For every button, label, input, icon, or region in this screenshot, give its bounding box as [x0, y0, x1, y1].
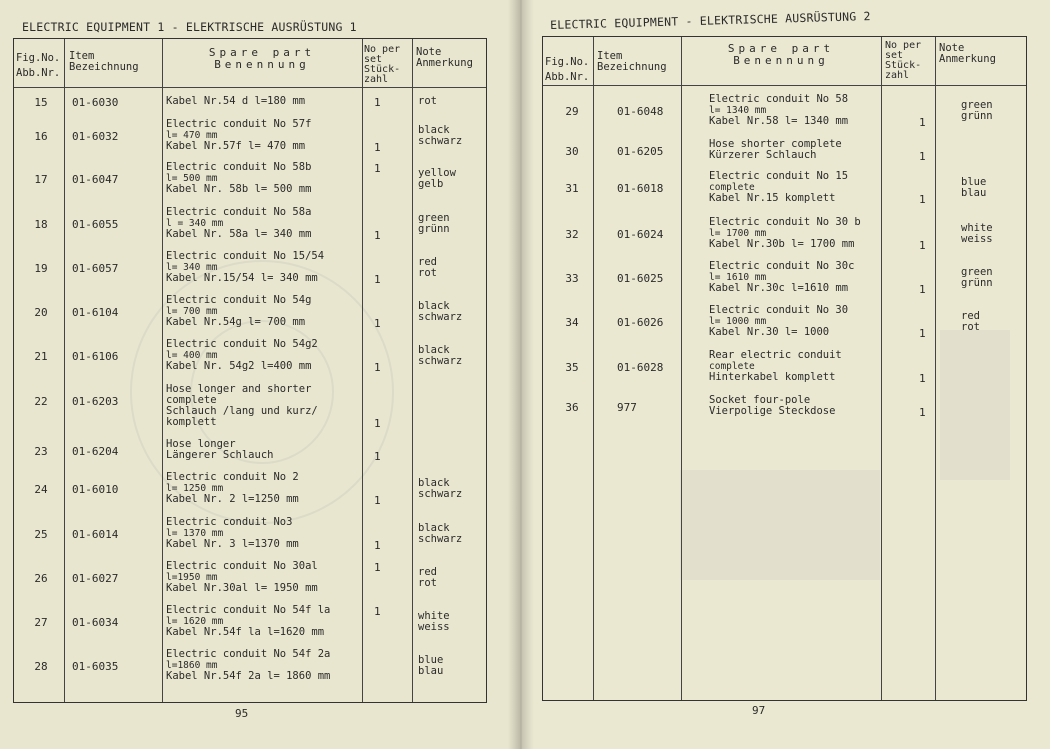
description-line: Kürzerer Schlauch	[709, 149, 817, 161]
quantity: 1	[919, 283, 926, 296]
fig-number: 30	[565, 145, 579, 158]
fig-number: 33	[565, 272, 579, 285]
fig-header-line: Fig.No.	[545, 56, 590, 68]
qty-header-line: No per	[885, 40, 922, 51]
fig-column-header	[545, 57, 589, 83]
description-line: complete	[709, 361, 755, 372]
item-header-line: Item	[597, 50, 623, 62]
note	[418, 168, 456, 190]
description-line: l= 1700 mm	[709, 228, 767, 239]
description-line: Kabel Nr.54f la l=1620 mm	[166, 626, 325, 638]
note-header-line: Note	[416, 46, 442, 58]
description-line: Kabel Nr. 2 l=1250 mm	[166, 493, 299, 505]
description-line: Rear electric conduit	[709, 349, 842, 361]
column-divider	[681, 37, 682, 700]
quantity: 1	[374, 229, 381, 242]
quantity: 1	[919, 372, 926, 385]
description-line: l= 340 mm	[166, 262, 218, 273]
note-line: blue	[418, 654, 444, 666]
note	[961, 311, 980, 333]
note-line: rot	[418, 95, 437, 107]
column-divider	[362, 39, 363, 702]
quantity: 1	[919, 239, 926, 252]
note-header-line: Anmerkung	[939, 53, 996, 65]
description-line: Electric conduit No 30al	[166, 560, 318, 572]
description-line: Kabel Nr.30al l= 1950 mm	[166, 582, 318, 594]
item-number: 01-6048	[617, 105, 664, 118]
note	[418, 611, 450, 633]
description-line: Electric conduit No 30	[709, 304, 849, 316]
description-line: l = 340 mm	[166, 218, 224, 229]
description-line: Electric conduit No 54g	[166, 294, 312, 306]
note-line: weiss	[961, 233, 993, 245]
note	[418, 257, 437, 279]
item-number: 01-6203	[72, 395, 119, 408]
fig-number: 36	[565, 401, 579, 414]
description-line: Hose longer and shorter	[166, 383, 312, 395]
note	[418, 567, 437, 589]
spare-header-line: Benennung	[214, 58, 310, 71]
item-number: 01-6010	[72, 483, 119, 496]
fig-header-line: Abb.Nr.	[16, 67, 61, 79]
description-line: l= 470 mm	[166, 130, 218, 141]
item-number: 01-6104	[72, 306, 119, 319]
description-line: complete	[709, 182, 755, 193]
quantity: 1	[374, 317, 381, 330]
description-line: Hose longer	[166, 438, 236, 450]
item-number: 01-6106	[72, 350, 119, 363]
item-number: 01-6025	[617, 272, 664, 285]
part-description	[709, 171, 848, 204]
spare-part-column-header	[683, 43, 879, 67]
note	[418, 655, 443, 677]
part-description	[166, 439, 273, 461]
quantity: 1	[374, 361, 381, 374]
description-line: Socket four-pole	[709, 394, 811, 406]
note-column-header	[416, 47, 473, 69]
fig-number: 23	[34, 445, 48, 458]
note-line: red	[418, 566, 437, 578]
spare-header-line: Spare part	[727, 42, 835, 55]
description-line: l= 500 mm	[166, 173, 218, 184]
note-line: green	[418, 212, 450, 224]
note	[418, 96, 437, 107]
fig-number: 17	[34, 173, 48, 186]
item-number: 01-6027	[72, 572, 119, 585]
fig-number: 15	[34, 96, 48, 109]
quantity: 1	[374, 162, 381, 175]
note-line: grünn	[418, 223, 450, 235]
note-column-header	[939, 43, 996, 65]
spare-header-line: Spare part	[208, 46, 316, 59]
note-line: rot	[961, 321, 980, 333]
note	[418, 125, 462, 147]
note	[961, 223, 993, 245]
part-description	[709, 139, 842, 161]
part-description	[166, 207, 311, 240]
spare-header-line: Benennung	[733, 54, 829, 67]
item-number: 01-6024	[617, 228, 664, 241]
description-line: Kabel Nr. 3 l=1370 mm	[166, 538, 299, 550]
item-number: 01-6057	[72, 262, 119, 275]
note-line: grünn	[961, 110, 993, 122]
description-line: Kabel Nr.54 d l=180 mm	[166, 95, 306, 107]
fig-number: 32	[565, 228, 579, 241]
description-line: Kabel Nr.30b l= 1700 mm	[709, 238, 855, 250]
note	[961, 177, 986, 199]
fig-number: 22	[34, 395, 48, 408]
left-page-number: 95	[235, 707, 249, 720]
right-page	[520, 0, 1050, 749]
item-number: 01-6204	[72, 445, 119, 458]
description-line: l= 400 mm	[166, 350, 218, 361]
note	[418, 345, 462, 367]
book-gutter	[508, 0, 534, 749]
note-line: black	[418, 477, 450, 489]
qty-header-line: Stück-	[364, 64, 401, 75]
fig-number: 19	[34, 262, 48, 275]
item-number: 01-6018	[617, 182, 664, 195]
description-line: Electric conduit No 58a	[166, 206, 312, 218]
item-number: 01-6047	[72, 173, 119, 186]
description-line: Electric conduit No 58b	[166, 161, 312, 173]
item-header-line: Item	[69, 50, 95, 62]
part-description	[166, 339, 318, 372]
note-header-line: Note	[939, 42, 965, 54]
part-description	[166, 119, 311, 152]
part-description	[166, 561, 318, 594]
item-header-line: Bezeichnung	[597, 61, 667, 73]
note-line: gelb	[418, 178, 444, 190]
description-line: Electric conduit No 30 b	[709, 216, 861, 228]
description-line: Längerer Schlauch	[166, 449, 274, 461]
note	[418, 213, 450, 235]
quantity: 1	[919, 116, 926, 129]
description-line: Electric conduit No 54f la	[166, 604, 331, 616]
qty-header-line: No per	[364, 44, 401, 55]
description-line: Electric conduit No 30c	[709, 260, 855, 272]
qty-header-line: set	[885, 50, 904, 61]
note-line: blue	[961, 176, 987, 188]
item-number: 01-6032	[72, 130, 119, 143]
quantity: 1	[374, 561, 381, 574]
fig-number: 24	[34, 483, 48, 496]
left-parts-table	[13, 38, 487, 703]
note-line: green	[961, 99, 993, 111]
qty-header-line: Stück-	[885, 60, 922, 71]
note-line: green	[961, 266, 993, 278]
quantity: 1	[919, 406, 926, 419]
quantity: 1	[919, 193, 926, 206]
note-line: schwarz	[418, 488, 463, 500]
description-line: Kabel Nr.15/54 l= 340 mm	[166, 272, 318, 284]
quantity: 1	[374, 417, 381, 430]
description-line: komplett	[166, 416, 217, 428]
fig-number: 29	[565, 105, 579, 118]
description-line: l= 1620 mm	[166, 616, 224, 627]
item-number: 01-6028	[617, 361, 664, 374]
part-description	[709, 261, 854, 294]
item-header-line: Bezeichnung	[69, 61, 139, 73]
note-line: red	[961, 310, 980, 322]
item-number: 01-6205	[617, 145, 664, 158]
description-line: Vierpolige Steckdose	[709, 405, 836, 417]
qty-column-header	[885, 41, 921, 81]
description-line: l= 1610 mm	[709, 272, 767, 283]
description-line: Electric conduit No 15/54	[166, 250, 325, 262]
fig-number: 26	[34, 572, 48, 585]
note-line: schwarz	[418, 135, 463, 147]
note-line: schwarz	[418, 533, 463, 545]
description-line: complete	[166, 394, 217, 406]
description-line: l= 1000 mm	[709, 316, 767, 327]
item-number: 01-6026	[617, 316, 664, 329]
note-line: black	[418, 344, 450, 356]
part-description	[166, 251, 324, 284]
description-line: Kabel Nr. 58a l= 340 mm	[166, 228, 312, 240]
item-number: 01-6030	[72, 96, 119, 109]
description-line: l= 1340 mm	[709, 105, 767, 116]
note-line: schwarz	[418, 355, 463, 367]
column-divider	[162, 39, 163, 702]
note-line: weiss	[418, 621, 450, 633]
note	[418, 478, 462, 500]
part-description	[166, 605, 330, 638]
note-line: rot	[418, 267, 437, 279]
quantity: 1	[374, 273, 381, 286]
description-line: Electric conduit No3	[166, 516, 293, 528]
quantity: 1	[374, 96, 381, 109]
fig-number: 25	[34, 528, 48, 541]
part-description	[166, 517, 299, 550]
part-description	[166, 295, 311, 328]
description-line: Hose shorter complete	[709, 138, 842, 150]
quantity: 1	[374, 141, 381, 154]
note-line: white	[961, 222, 993, 234]
item-number: 01-6035	[72, 660, 119, 673]
left-page	[0, 0, 520, 749]
column-divider	[64, 39, 65, 702]
description-line: Kabel Nr. 58b l= 500 mm	[166, 183, 312, 195]
note-line: schwarz	[418, 311, 463, 323]
part-description	[166, 96, 305, 107]
spare-part-column-header	[164, 47, 360, 71]
fig-number: 21	[34, 350, 48, 363]
note-line: black	[418, 522, 450, 534]
item-number: 01-6034	[72, 616, 119, 629]
description-line: l= 1370 mm	[166, 528, 224, 539]
part-description	[166, 384, 318, 428]
note-line: black	[418, 124, 450, 136]
header-divider	[14, 87, 486, 88]
fig-number: 18	[34, 218, 48, 231]
note-line: grünn	[961, 277, 993, 289]
note-line: yellow	[418, 167, 456, 179]
note-line: rot	[418, 577, 437, 589]
note	[961, 267, 993, 289]
note	[418, 301, 462, 323]
description-line: Kabel Nr.54f 2a l= 1860 mm	[166, 670, 331, 682]
description-line: Schlauch /lang und kurz/	[166, 405, 318, 417]
fig-header-line: Fig.No.	[16, 52, 61, 64]
description-line: l= 1250 mm	[166, 483, 224, 494]
part-description	[166, 649, 330, 682]
note-line: blau	[961, 187, 987, 199]
description-line: Electric conduit No 54f 2a	[166, 648, 331, 660]
fig-number: 35	[565, 361, 579, 374]
description-line: Electric conduit No 57f	[166, 118, 312, 130]
qty-header-line: set	[364, 54, 383, 65]
quantity: 1	[374, 605, 381, 618]
description-line: Kabel Nr.58 l= 1340 mm	[709, 115, 849, 127]
description-line: l= 700 mm	[166, 306, 218, 317]
part-description	[709, 217, 861, 250]
right-page-number: 97	[752, 704, 766, 717]
description-line: Kabel Nr. 54g2 l=400 mm	[166, 360, 312, 372]
part-description	[709, 350, 842, 383]
description-line: Kabel Nr.30c l=1610 mm	[709, 282, 849, 294]
description-line: Kabel Nr.57f l= 470 mm	[166, 140, 306, 152]
note	[418, 523, 462, 545]
part-description	[166, 472, 299, 505]
description-line: l=1950 mm	[166, 572, 218, 583]
right-parts-table	[542, 36, 1027, 701]
column-divider	[412, 39, 413, 702]
header-divider	[543, 85, 1026, 86]
description-line: Electric conduit No 54g2	[166, 338, 318, 350]
column-divider	[881, 37, 882, 700]
note-line: black	[418, 300, 450, 312]
description-line: Electric conduit No 15	[709, 170, 849, 182]
quantity: 1	[919, 327, 926, 340]
description-line: Kabel Nr.30 l= 1000	[709, 326, 830, 338]
qty-column-header	[364, 45, 400, 85]
note-line: red	[418, 256, 437, 268]
part-description	[166, 162, 311, 195]
note-line: white	[418, 610, 450, 622]
fig-number: 27	[34, 616, 48, 629]
note-header-line: Anmerkung	[416, 57, 473, 69]
note	[961, 100, 993, 122]
description-line: Electric conduit No 2	[166, 471, 299, 483]
qty-header-line: zahl	[364, 74, 389, 85]
quantity: 1	[374, 494, 381, 507]
fig-number: 28	[34, 660, 48, 673]
item-number: 01-6014	[72, 528, 119, 541]
description-line: Hinterkabel komplett	[709, 371, 836, 383]
description-line: l=1860 mm	[166, 660, 218, 671]
note-line: blau	[418, 665, 444, 677]
column-divider	[935, 37, 936, 700]
item-column-header	[69, 51, 139, 73]
description-line: Kabel Nr.54g l= 700 mm	[166, 316, 306, 328]
part-description	[709, 94, 848, 127]
fig-column-header	[16, 53, 60, 79]
left-header-title: ELECTRIC EQUIPMENT 1 - ELEKTRISCHE AUSRÜSTUNG 1	[22, 20, 357, 34]
item-number: 977	[617, 401, 637, 414]
fig-header-line: Abb.Nr.	[545, 71, 590, 83]
quantity: 1	[919, 150, 926, 163]
fig-number: 16	[34, 130, 48, 143]
part-description	[709, 395, 835, 417]
qty-header-line: zahl	[885, 70, 910, 81]
part-description	[709, 305, 848, 338]
fig-number: 34	[565, 316, 579, 329]
item-number: 01-6055	[72, 218, 119, 231]
right-header-title: ELECTRIC EQUIPMENT - ELEKTRISCHE AUSRÜSTUNG 2	[550, 9, 871, 32]
fig-number: 20	[34, 306, 48, 319]
quantity: 1	[374, 539, 381, 552]
quantity: 1	[374, 450, 381, 463]
item-column-header	[597, 51, 667, 73]
description-line: Electric conduit No 58	[709, 93, 849, 105]
description-line: Kabel Nr.15 komplett	[709, 192, 836, 204]
fig-number: 31	[565, 182, 579, 195]
